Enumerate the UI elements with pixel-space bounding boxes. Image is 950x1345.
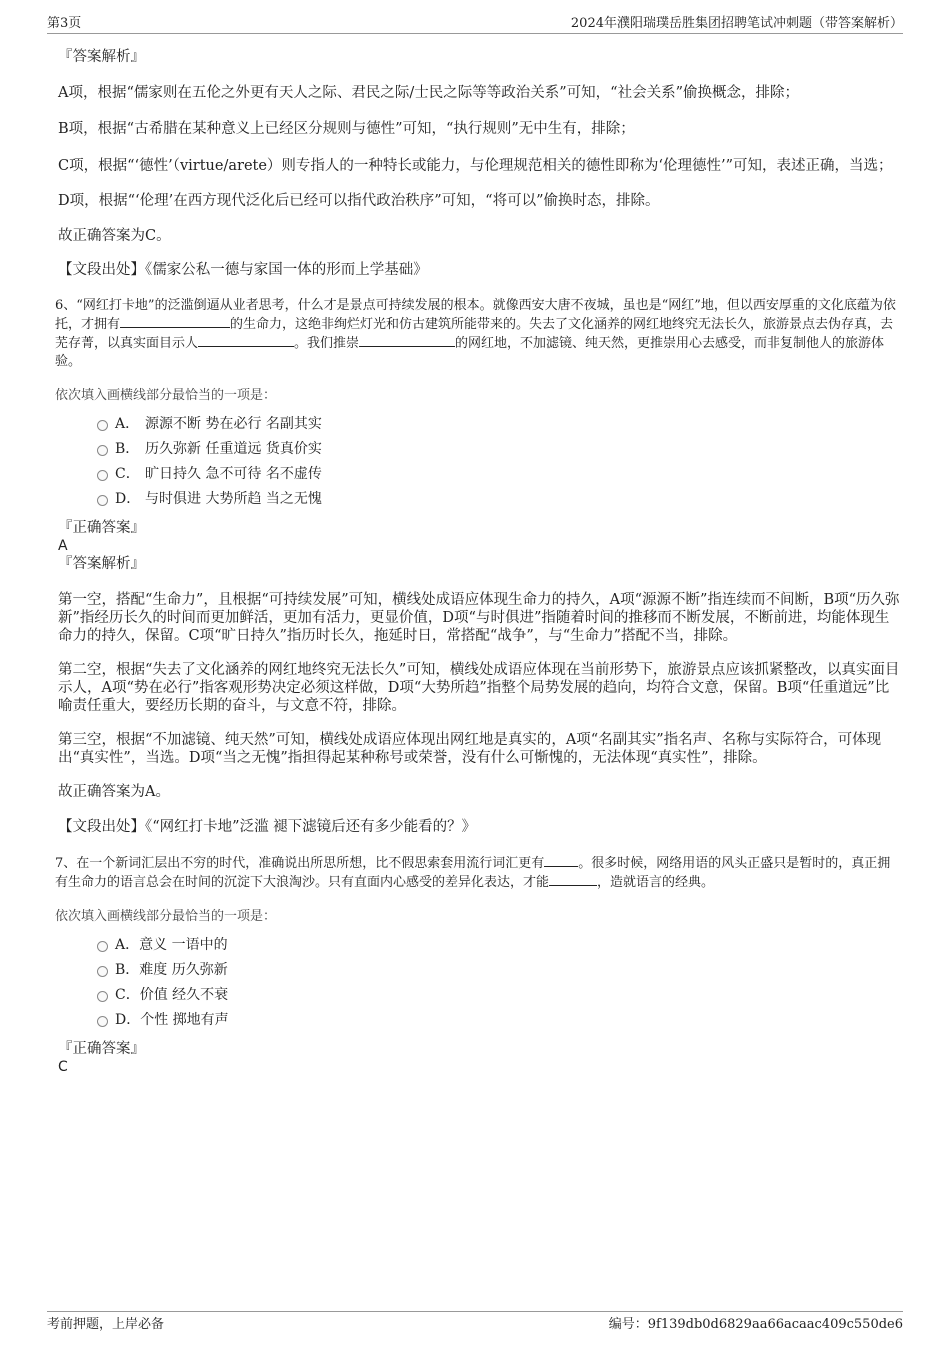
q5-source: 【文段出处】《儒家公私一德与家国一体的形而上学基础》: [58, 262, 428, 278]
option-letter: B．: [115, 441, 140, 457]
radio-icon[interactable]: [97, 1016, 108, 1027]
q6-prompt: 依次填入画横线部分最恰当的一项是：: [55, 388, 277, 403]
page-number: 第3页: [47, 16, 82, 31]
option-letter: A．: [115, 416, 140, 432]
option-letter: B．: [115, 962, 140, 978]
q6-source: 【文段出处】《“网红打卡地”泛滥 褪下滤镜后还有多少能看的？》: [58, 819, 477, 835]
q6-answer-tag: 『正确答案』: [58, 520, 145, 536]
option-letter: C．: [115, 987, 140, 1003]
option-text: 与时俱进 大势所趋 当之无愧: [145, 491, 322, 507]
q5-analysis-b: B项，根据“古希腊在某种意义上已经区分规则与德性”可知，“执行规则”无中生有，排除；: [58, 121, 635, 137]
option-text: 意义 一语中的: [139, 937, 228, 953]
q6-options: [55, 415, 900, 508]
q7-prompt: 依次填入画横线部分最恰当的一项是：: [55, 909, 277, 924]
option-text: 历久弥新 任重道远 货真价实: [145, 441, 322, 457]
option-text: 价值 经久不衰: [139, 987, 229, 1003]
radio-icon[interactable]: [97, 941, 108, 952]
page-footer: [47, 1311, 903, 1335]
radio-icon[interactable]: [97, 445, 108, 456]
q6-analysis-1: 第一空，搭配“生命力”，且根据“可持续发展”可知，横线处成语应体现生命力的持久，A项“源源不断”指连续而不间断，B项“历久弥新”指经历长久的时间而更加鲜活，更加有活力，更显价值，D项“与时俱进”指随着时间的推移而不断发展，不断前进，均能体现生命力的持久，保留。C项“旷日持久”指历时长久，拖延时日，常搭配“战争”，与“生命力”搭配不当，排除。: [58, 592, 900, 644]
option-text: 难度 历久弥新: [139, 962, 228, 978]
radio-icon[interactable]: [97, 991, 108, 1002]
page-header: [47, 12, 903, 34]
q7-option-d[interactable]: [97, 1011, 900, 1029]
radio-icon[interactable]: [97, 966, 108, 977]
q6-analysis-3: 第三空，根据“不加滤镜、纯天然”可知，横线处成语应体现出网红地是真实的，A项“名副其实”指名声、名称与实际符合，可体现出“真实性”，当选。D项“当之无愧”指担得起某种称号或荣誉，没有什么可惭愧的，无法体现“真实性”，排除。: [58, 732, 882, 766]
document-code: 编号：9f139db0d6829aa66acaac409c550de6: [608, 1317, 903, 1332]
option-letter: C．: [115, 466, 140, 482]
q7-option-a[interactable]: [97, 936, 900, 954]
option-text: 源源不断 势在必行 名副其实: [145, 416, 322, 432]
q6-analysis-2: 第二空，根据“失去了文化涵养的网红地终究无法长久”可知，横线处成语应体现在当前形势下，旅游景点应该抓紧整改，以真实面目示人，A项“势在必行”指客观形势决定必须这样做，D项“大势所趋”指整个局势发展的趋向，均符合文意，保留。B项“任重道远”比喻责任重大，要经历长期的奋斗，与文意不符，排除。: [58, 662, 900, 714]
radio-icon[interactable]: [97, 495, 108, 506]
blank-line: [120, 315, 230, 328]
q6-option-a[interactable]: [97, 415, 900, 433]
q7-option-b[interactable]: [97, 961, 900, 979]
option-letter: D．: [115, 1012, 141, 1028]
blank-line: [544, 854, 578, 867]
q5-analysis-c: C项，根据“‘德性’（virtue/arete）则专指人的一种特长或能力，与伦理规范相关的德性即称为‘伦理德性’”可知，表述正确，当选；: [58, 158, 893, 174]
q6-conclusion: 故正确答案为A。: [58, 784, 170, 800]
q6-option-d[interactable]: [97, 490, 900, 508]
q5-conclusion: 故正确答案为C。: [58, 228, 171, 244]
option-letter: A．: [115, 937, 140, 953]
blank-line: [198, 334, 294, 347]
option-letter: D．: [115, 491, 141, 507]
q5-analysis-d: D项，根据“‘伦理’在西方现代泛化后已经可以指代政治秩序”可知，“将可以”偷换时态，排除。: [58, 193, 660, 209]
page-content: [55, 44, 900, 1076]
q6-analysis-tag: 『答案解析』: [58, 556, 145, 572]
q6-answer: A: [58, 538, 68, 554]
footer-slogan: 考前押题，上岸必备: [47, 1317, 165, 1332]
q7-options: [55, 936, 900, 1029]
q7-option-c[interactable]: [97, 986, 900, 1004]
option-text: 旷日持久 急不可待 名不虚传: [145, 466, 322, 482]
radio-icon[interactable]: [97, 470, 108, 481]
radio-icon[interactable]: [97, 420, 108, 431]
q6-option-c[interactable]: [97, 465, 900, 483]
blank-line: [549, 873, 597, 886]
q7-answer-tag: 『正确答案』: [58, 1041, 145, 1057]
document-title: 2024年濮阳瑞璞岳胜集团招聘笔试冲刺题（带答案解析）: [570, 16, 903, 31]
option-text: 个性 掷地有声: [140, 1012, 229, 1028]
q5-analysis-tag: 『答案解析』: [58, 49, 145, 65]
q6-stem: 6、“网红打卡地”的泛滥倒逼从业者思考，什么才是景点可持续发展的根本。就像西安大唐不夜城，虽也是“网红”地，但以西安厚重的文化底蕴为依托，才拥有 的生命力，这绝非绚烂灯光和仿古建筑所能带来的。失去了文化涵养的网红地终究无法长久，旅游景点去伪存真，去芜存菁，以真实面目示人 。我们推崇 的网红地，不加滤镜、纯天然，更推崇用心去感受，而非复制他人的旅游体验。: [55, 298, 896, 369]
q6-option-b[interactable]: [97, 440, 900, 458]
blank-line: [359, 334, 455, 347]
q7-stem: 7、在一个新词汇层出不穷的时代，准确说出所思所想，比不假思索套用流行词汇更有 。很多时候，网络用语的风头正盛只是暂时的，真正拥有生命力的语言总会在时间的沉淀下大浪淘沙。只有直面内心感受的差异化表达，才能 ，造就语言的经典。: [55, 856, 891, 890]
q7-answer: C: [58, 1059, 68, 1075]
q5-analysis-a: A项，根据“儒家则在五伦之外更有天人之际、君民之际/士民之际等等政治关系”可知，“社会关系”偷换概念，排除；: [58, 85, 800, 101]
